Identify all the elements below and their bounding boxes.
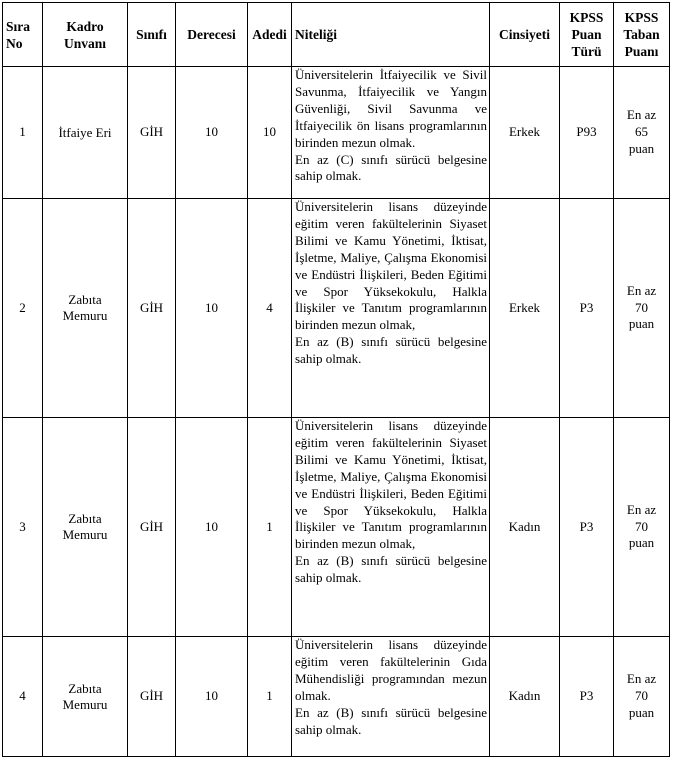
cell-kadro-unvani: Zabıta Memuru xyxy=(43,418,128,637)
nitelik-paragraph: Üniversitelerin lisans düzeyinde eğitim veren fakültelerinin Siyaset Bilimi ve Kamu Yönetimi, İktisat, İşletme, Maliye, Çalışma Ekonomisi ve Endüstri İlişkileri, Beden Eğitimi ve Spor Yüksekokulu, Halkla İlişkiler ve Tanıtım programlarının birinden mezun olmak, xyxy=(295,418,487,552)
header-kadro-unvani: Kadro Unvanı xyxy=(43,3,128,67)
cell-derecesi: 10 xyxy=(176,637,248,757)
header-cinsiyeti: Cinsiyeti xyxy=(490,3,560,67)
cell-cinsiyeti: Erkek xyxy=(490,199,560,418)
cell-cinsiyeti: Erkek xyxy=(490,67,560,199)
table-row xyxy=(3,637,670,757)
cell-adedi: 1 xyxy=(248,418,292,637)
cell-adedi: 10 xyxy=(248,67,292,199)
header-sira: Sıra No xyxy=(3,3,43,67)
header-kpss-puan-turu: KPSS Puan Türü xyxy=(560,3,614,67)
header-sinifi: Sınıfı xyxy=(128,3,176,67)
cell-sinifi: GİH xyxy=(128,199,176,418)
cell-sira: 3 xyxy=(3,418,43,637)
cell-derecesi: 10 xyxy=(176,418,248,637)
nitelik-paragraph: En az (C) sınıfı sürücü belgesine sahip olmak. xyxy=(295,151,487,184)
nitelik-paragraph: Üniversitelerin lisans düzeyinde eğitim veren fakültelerinin Siyaset Bilimi ve Kamu Yönetimi, İktisat, İşletme, Maliye, Çalışma Ekonomisi ve Endüstri İlişkileri, Beden Eğitimi ve Spor Yüksekokulu, Halkla İlişkiler ve Tanıtım programlarının birinden mezun olmak, xyxy=(295,199,487,333)
cell-kadro-unvani: Zabıta Memuru xyxy=(43,199,128,418)
cell-cinsiyeti: Kadın xyxy=(490,637,560,757)
nitelik-paragraph: En az (B) sınıfı sürücü belgesine sahip olmak. xyxy=(295,553,487,586)
nitelik-paragraph: Üniversitelerin lisans düzeyinde eğitim veren fakültelerinin Gıda Mühendisliği programından mezun olmak. xyxy=(295,637,487,703)
cell-kpss-puan-turu: P3 xyxy=(560,637,614,757)
table-row xyxy=(3,199,670,418)
header-row xyxy=(3,3,670,67)
cell-derecesi: 10 xyxy=(176,67,248,199)
header-niteligi: Niteliği xyxy=(292,3,490,67)
table-row xyxy=(3,418,670,637)
cell-sinifi: GİH xyxy=(128,67,176,199)
cell-niteligi xyxy=(292,199,490,418)
cell-sinifi: GİH xyxy=(128,418,176,637)
cell-kadro-unvani: İtfaiye Eri xyxy=(43,67,128,199)
kadro-table xyxy=(2,2,670,757)
cell-sira: 1 xyxy=(3,67,43,199)
cell-kpss-taban-puani: En az 70 puan xyxy=(614,199,670,418)
cell-kpss-taban-puani: En az 65 puan xyxy=(614,67,670,199)
header-derecesi: Derecesi xyxy=(176,3,248,67)
cell-niteligi xyxy=(292,637,490,757)
nitelik-paragraph: Üniversitelerin İtfaiyecilik ve Sivil Savunma, İtfaiyecilik ve Yangın Güvenliği, Sivil Savunma ve İtfaiyecilik ön lisans programlarının birinden mezun olmak. xyxy=(295,67,487,150)
cell-sira: 2 xyxy=(3,199,43,418)
nitelik-paragraph: En az (B) sınıfı sürücü belgesine sahip olmak. xyxy=(295,334,487,367)
cell-kpss-taban-puani: En az 70 puan xyxy=(614,418,670,637)
cell-kpss-puan-turu: P3 xyxy=(560,199,614,418)
cell-kpss-puan-turu: P93 xyxy=(560,67,614,199)
cell-adedi: 4 xyxy=(248,199,292,418)
cell-cinsiyeti: Kadın xyxy=(490,418,560,637)
cell-kpss-puan-turu: P3 xyxy=(560,418,614,637)
cell-niteligi xyxy=(292,67,490,199)
nitelik-paragraph: En az (B) sınıfı sürücü belgesine sahip olmak. xyxy=(295,704,487,737)
cell-kpss-taban-puani: En az 70 puan xyxy=(614,637,670,757)
header-adedi: Adedi xyxy=(248,3,292,67)
cell-niteligi xyxy=(292,418,490,637)
header-kpss-taban-puani: KPSS Taban Puanı xyxy=(614,3,670,67)
cell-sira: 4 xyxy=(3,637,43,757)
table-row xyxy=(3,67,670,199)
cell-sinifi: GİH xyxy=(128,637,176,757)
cell-adedi: 1 xyxy=(248,637,292,757)
cell-kadro-unvani: Zabıta Memuru xyxy=(43,637,128,757)
cell-derecesi: 10 xyxy=(176,199,248,418)
